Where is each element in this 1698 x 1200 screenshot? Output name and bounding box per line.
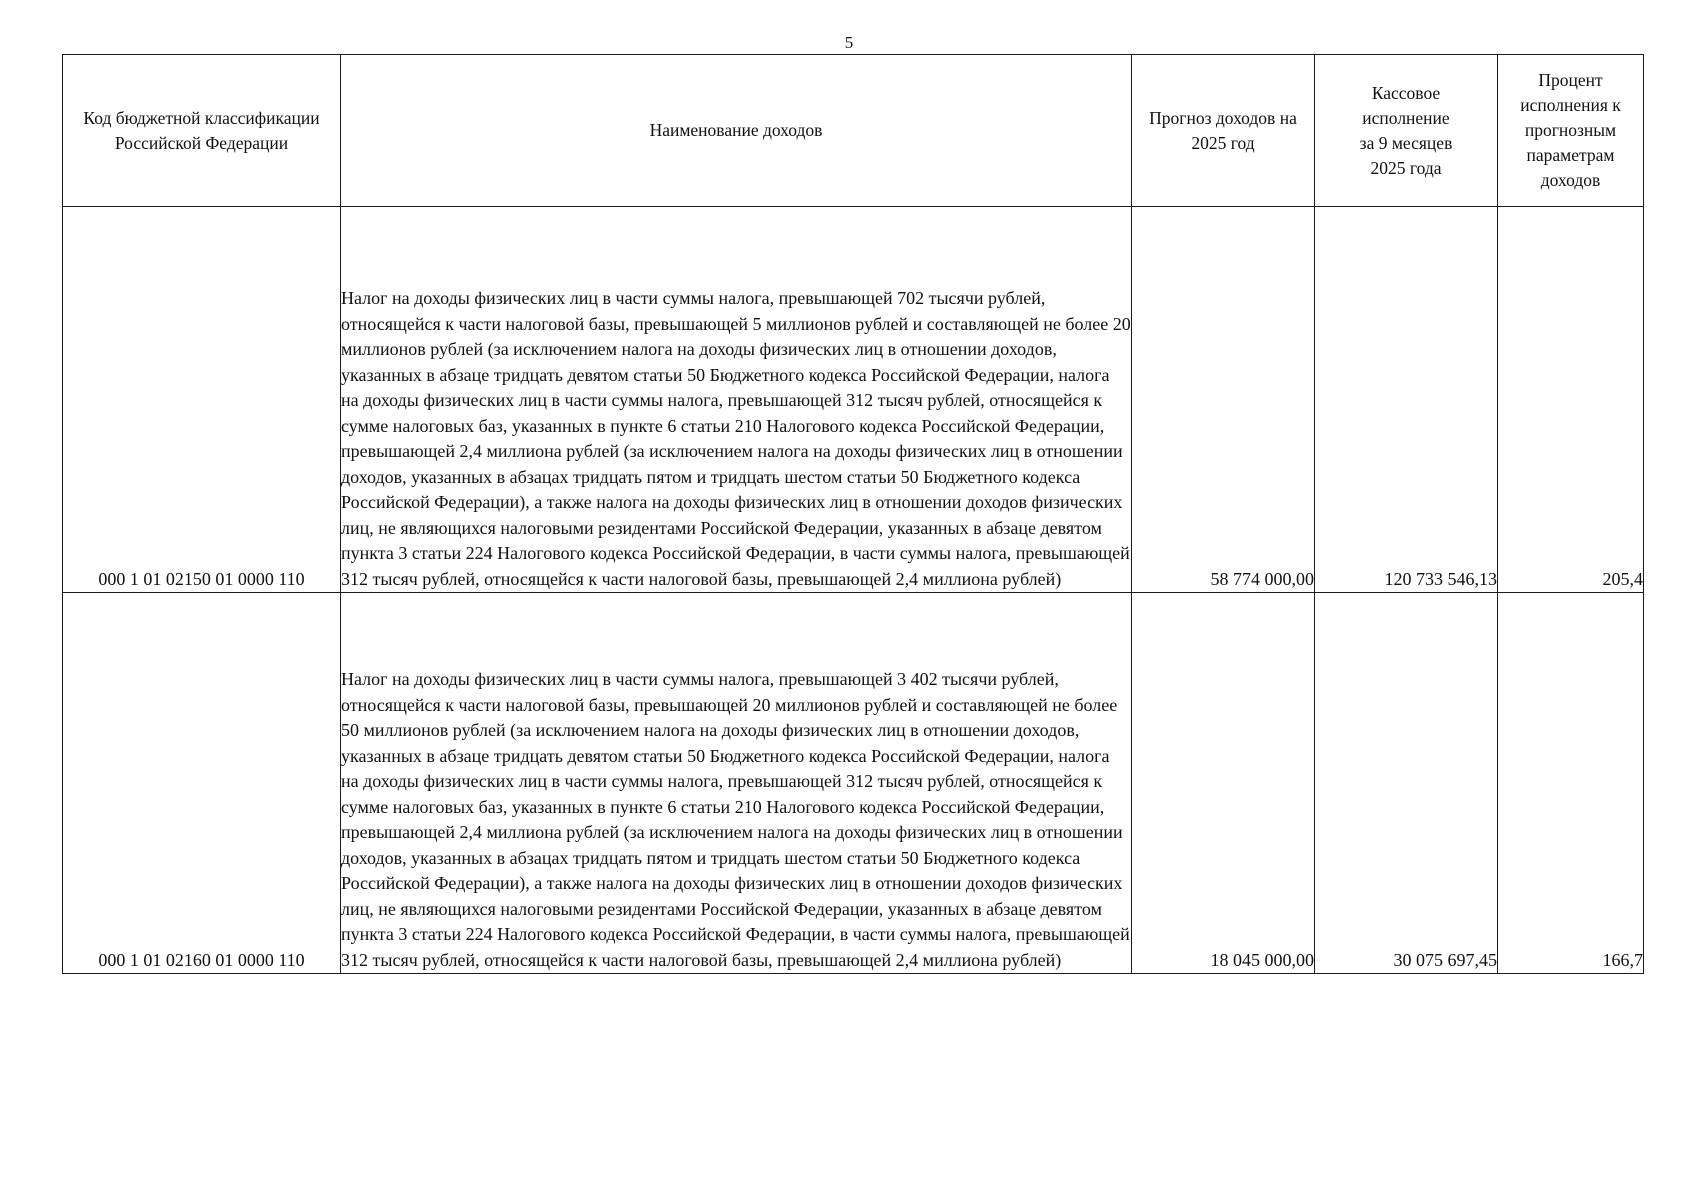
header-forecast: Прогноз доходов на 2025 год bbox=[1132, 55, 1315, 207]
row-percent: 205,4 bbox=[1498, 207, 1644, 593]
row-percent: 166,7 bbox=[1498, 593, 1644, 974]
header-row bbox=[63, 55, 1644, 207]
row-code: 000 1 01 02160 01 0000 110 bbox=[63, 593, 341, 974]
header-code: Код бюджетной классификации Российской Федерации bbox=[63, 55, 341, 207]
revenue-table bbox=[62, 54, 1644, 974]
table-row bbox=[63, 207, 1644, 593]
row-code: 000 1 01 02150 01 0000 110 bbox=[63, 207, 341, 593]
row-cash: 30 075 697,45 bbox=[1315, 593, 1498, 974]
header-cash: Кассовое исполнение за 9 месяцев 2025 года bbox=[1315, 55, 1498, 207]
row-forecast: 18 045 000,00 bbox=[1132, 593, 1315, 974]
row-forecast: 58 774 000,00 bbox=[1132, 207, 1315, 593]
row-cash: 120 733 546,13 bbox=[1315, 207, 1498, 593]
row-name: Налог на доходы физических лиц в части суммы налога, превышающей 3 402 тысячи рублей, относящейся к части налоговой базы, превышающей 20 миллионов рублей и составляющей не более 50 миллионов рублей (за исключением налога на доходы физических лиц в отношении доходов, указанных в абзаце тридцать девятом статьи 50 Бюджетного кодекса Российской Федерации, налога на доходы физических лиц в части суммы налога, превышающей 312 тысяч рублей, относящейся к сумме налоговых баз, указанных в пункте 6 статьи 210 Налогового кодекса Российской Федерации, превышающей 2,4 миллиона рублей (за исключением налога на доходы физических лиц в отношении доходов, указанных в абзацах тридцать пятом и тридцать шестом статьи 50 Бюджетного кодекса Российской Федерации), а также налога на доходы физических лиц в отношении доходов физических лиц, не являющихся налоговыми резидентами Российской Федерации, указанных в абзаце девятом пункта 3 статьи 224 Налогового кодекса Российской Федерации, в части суммы налога, превышающей 312 тысяч рублей, относящейся к части налоговой базы, превышающей 2,4 миллиона рублей) bbox=[341, 593, 1132, 974]
table-row bbox=[63, 593, 1644, 974]
row-name: Налог на доходы физических лиц в части суммы налога, превышающей 702 тысячи рублей, относящейся к части налоговой базы, превышающей 5 миллионов рублей и составляющей не более 20 миллионов рублей (за исключением налога на доходы физических лиц в отношении доходов, указанных в абзаце тридцать девятом статьи 50 Бюджетного кодекса Российской Федерации, налога на доходы физических лиц в части суммы налога, превышающей 312 тысяч рублей, относящейся к сумме налоговых баз, указанных в пункте 6 статьи 210 Налогового кодекса Российской Федерации, превышающей 2,4 миллиона рублей (за исключением налога на доходы физических лиц в отношении доходов, указанных в абзацах тридцать пятом и тридцать шестом статьи 50 Бюджетного кодекса Российской Федерации), а также налога на доходы физических лиц в отношении доходов физических лиц, не являющихся налоговыми резидентами Российской Федерации, указанных в абзаце девятом пункта 3 статьи 224 Налогового кодекса Российской Федерации, в части суммы налога, превышающей 312 тысяч рублей, относящейся к части налоговой базы, превышающей 2,4 миллиона рублей) bbox=[341, 207, 1132, 593]
header-percent: Процент исполнения к прогнозным параметрам доходов bbox=[1498, 55, 1644, 207]
header-name: Наименование доходов bbox=[341, 55, 1132, 207]
page-number: 5 bbox=[844, 33, 854, 52]
